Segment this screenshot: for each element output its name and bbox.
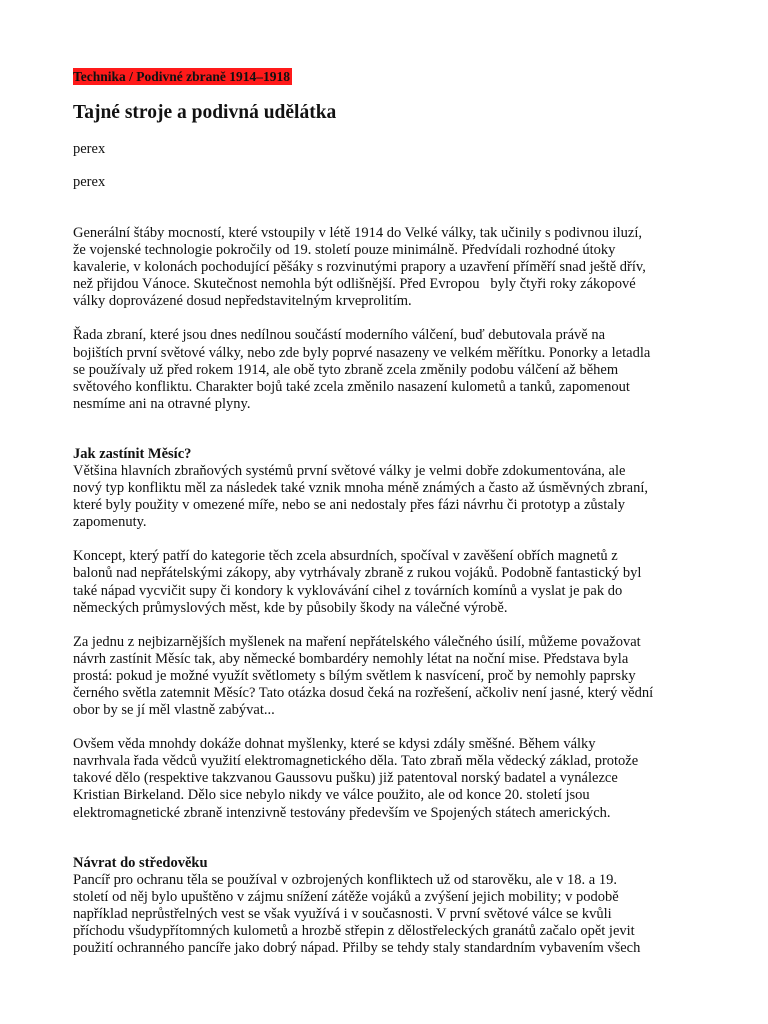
- section-paragraph: Koncept, který patří do kategorie těch zcela absurdních, spočíval v zavěšení obřích magnetů z balonů nad nepřátelskými zákopy, aby vytrhávaly zbraně z rukou vojáků. Podobně fantastický byl také nápad vycvičit supy či kondory k vyklovávání cihel z továrních komínů a vyslat je pak do německých průmyslových měst, kde by působily škody na válečné výrobě.: [73, 548, 642, 616]
- article-title: Tajné stroje a podivná udělátka: [73, 102, 337, 123]
- section-paragraph: Pancíř pro ochranu těla se používal v ozbrojených konfliktech už od starověku, ale v 18. a 19. století od něj bylo upuštěno v zájmu snížení zátěže vojáků a zvýšení jejich mobility; v podobě například neprůstřelných vest se však využívá i v současnosti. V první světové válce se kvůli příchodu všudypřítomných kulometů a hrozbě střepin z dělostřeleckých granátů začalo opět jevit použití ochranného pancíře jako dobrý nápad. Přilby se tehdy staly standardním vybavením všech: [73, 871, 641, 956]
- article-perex: perex: [73, 141, 106, 157]
- article-kicker: Technika / Podivné zbraně 1914–1918: [73, 69, 291, 84]
- section-paragraph: Ovšem věda mnohdy dokáže dohnat myšlenky, které se kdysi zdály směšné. Během války navrhvala řada vědců využití elektromagnetického děla. Tato zbraň měla vědecký základ, protože takové dělo (respektive takzvanou Gaussovu pušku) již patentoval norský badatel a vynálezce Kristian Birkeland. Dělo sice nebylo nikdy ve válce použito, ale od konce 20. století jsou elektromagnetické zbraně intenzivně testovány především ve Spojených státech amerických.: [73, 736, 639, 821]
- intro-paragraph: Řada zbraní, které jsou dnes nedílnou součástí moderního válčení, buď debutovala právě na bojištích první světové války, nebo zde byly poprvé nasazeny ve velkém měřítku. Ponorky a letadla se používaly už před rokem 1914, ale obě tyto zbraně zcela změnily podobu válčení až během světového konfliktu. Charakter bojů také zcela změnilo nasazení kulometů a tanků, zapomenout nesmíme ani na otravné plyny.: [73, 327, 651, 412]
- intro-paragraph: Generální štáby mocností, které vstoupily v létě 1914 do Velké války, tak učinily s podivnou iluzí, že vojenské technologie pokročily od 19. století pouze minimálně. Předvídali rozhodné útoky kavalerie, v kolonách pochodující pěšáky s rozvinutými prapory a uzavření příměří snad ještě dřív, než přijdou Vánoce. Skutečnost nemohla být odlišnější. Před Evropou byly čtyři roky zákopové války doprovázené dosud nepředstavitelným krveprolitím.: [73, 225, 646, 310]
- section-heading: Návrat do středověku: [73, 854, 208, 871]
- section-heading: Jak zastínit Měsíc?: [73, 445, 192, 462]
- document-page: [73, 68, 698, 957]
- section-paragraph: Za jednu z nejbizarnějších myšlenek na maření nepřátelského válečného úsilí, můžeme považovat návrh zastínit Měsíc tak, aby německé bombardéry nemohly létat na noční mise. Představa byla prostá: pokud je možné využít světlomety s bílým světlem k nasvícení, proč by nemohly paprsky černého světla zatemnit Měsíc? Tato otázka dosud čeká na rozřešení, ačkoliv není jasné, který vědní obor by se jí měl vlastně zabývat...: [73, 633, 654, 719]
- article-perex: perex: [73, 174, 106, 190]
- section-paragraph: Většina hlavních zbraňových systémů první světové války je velmi dobře zdokumentována, ale nový typ konfliktu měl za následek také vznik mnoha méně známých a často až úsměvných zbraní, které byly použity v omezené míře, nebo se ani nedostaly přes fázi návrhu či prototyp a zůstaly zapomenuty.: [73, 462, 648, 531]
